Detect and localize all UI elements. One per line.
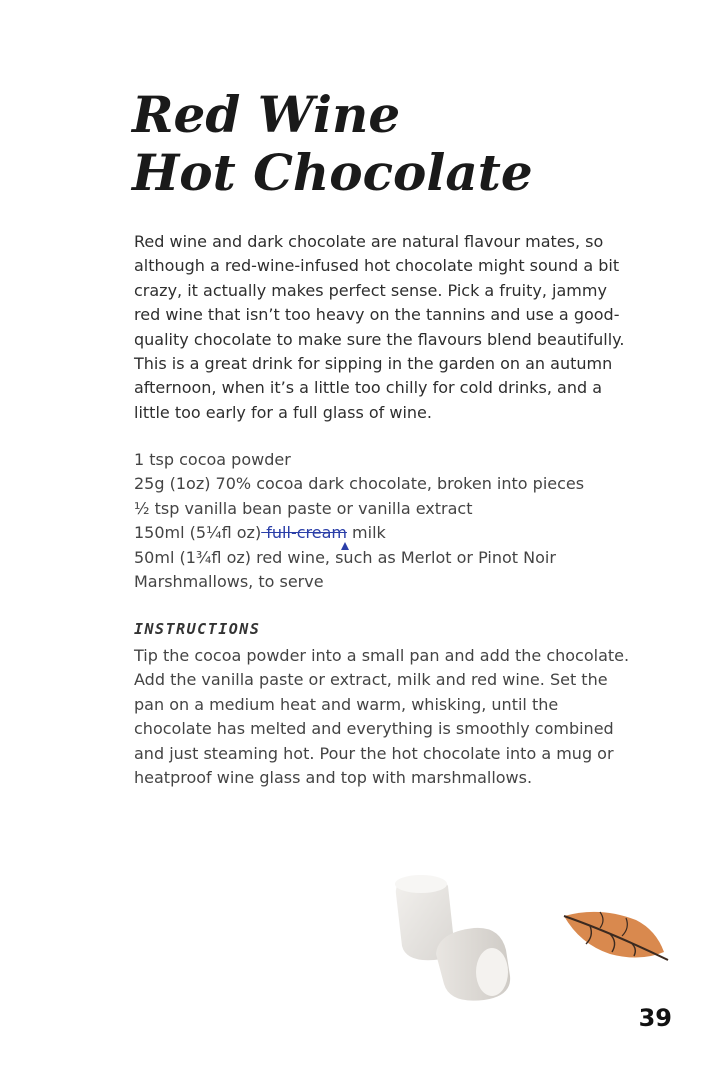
ingredient-item: 25g (1oz) 70% cocoa dark chocolate, broken into pieces <box>134 474 585 494</box>
recipe-title-line-2: Hot Chocolate <box>132 143 533 202</box>
intro-paragraph: Red wine and dark chocolate are natural flavour mates, so although a red-wine-infused hot chocolate might sound a bit crazy, it actually makes perfect sense. Pick a fruity, jammy red wine that isn’t too heavy on the tannins and use a good-quality chocolate to make sure the flavours blend beautifully. This is a great drink for sipping in the garden on an autumn afternoon, when it’s a little too chilly for cold drinks, and a little too early for a full glass of wine. <box>134 232 625 422</box>
ingredient-milk-name: milk <box>346 523 386 543</box>
ingredient-item-milk <box>134 521 654 545</box>
recipe-title-line-1: Red Wine <box>132 85 401 144</box>
instructions-heading: INSTRUCTIONS <box>134 620 261 638</box>
ingredient-item: Marshmallows, to serve <box>134 572 324 592</box>
ingredient-item: 1 tsp cocoa powder <box>134 450 291 469</box>
leaf-illustration <box>560 906 672 966</box>
ingredient-item: 50ml (1¾fl oz) red wine, such as Merlot or Pinot Noir <box>134 547 556 567</box>
ingredient-milk-amount: 150ml (5¼fl oz) <box>134 523 262 543</box>
marshmallow-illustration <box>388 872 524 1008</box>
recipe-title <box>132 86 533 202</box>
ingredients-list <box>134 448 654 594</box>
struck-text: full-cream <box>261 523 347 543</box>
ingredient-item: ½ tsp vanilla bean paste or vanilla extract <box>134 498 473 518</box>
instructions-paragraph: Tip the cocoa powder into a small pan and add the chocolate. Add the vanilla paste or extract, milk and red wine. Set the pan on a medium heat and warm, whisking, until the chocolate has melted and everything is smoothly combined and just steaming hot. Pour the hot chocolate into a mug or heatproof wine glass and top with marshmallows. <box>134 646 630 788</box>
page-number: 39 <box>638 1004 672 1032</box>
